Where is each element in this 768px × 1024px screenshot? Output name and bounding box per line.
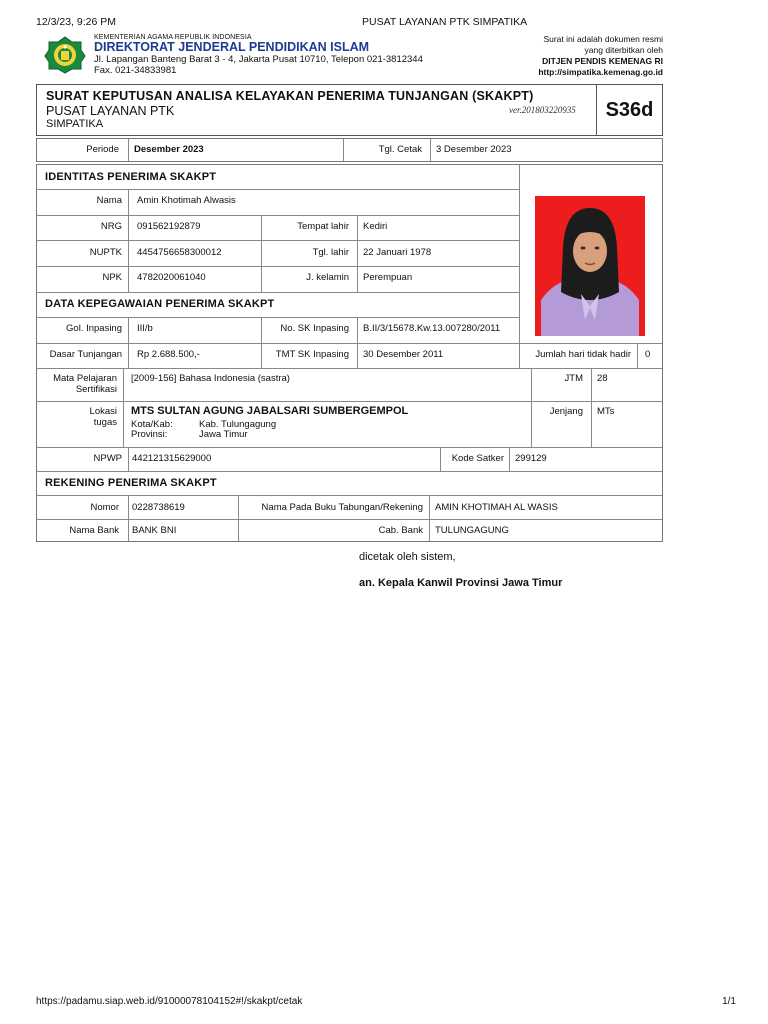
npk-value: 4782020061040 xyxy=(137,272,206,283)
kode-satker-label: Kode Satker xyxy=(451,453,504,464)
tgl-lahir-label: Tgl. lahir xyxy=(312,247,349,258)
jumlah-hari-value: 0 xyxy=(645,349,651,360)
printed-by-system: dicetak oleh sistem, xyxy=(359,551,456,563)
tempat-lahir-label: Tempat lahir xyxy=(297,221,349,232)
jtm-value: 28 xyxy=(597,373,608,384)
document-subtitle-2: SIMPATIKA xyxy=(46,118,104,130)
fax: Fax. 021-34833981 xyxy=(94,65,177,76)
jtm-label: JTM xyxy=(564,373,583,384)
provinsi-value: Jawa Timur xyxy=(199,429,248,440)
nama-bank-value: BANK BNI xyxy=(132,525,177,536)
print-datetime: 12/3/23, 9:26 PM xyxy=(36,16,116,28)
jenjang-value: MTs xyxy=(597,406,615,417)
periode-row xyxy=(36,138,663,162)
lokasi-value: MTS SULTAN AGUNG JABALSARI SUMBERGEMPOL xyxy=(131,405,409,417)
nama-label: Nama xyxy=(96,195,122,206)
document-title: SURAT KEPUTUSAN ANALISA KELAYAKAN PENERIMA TUNJANGAN (SKAKPT) xyxy=(46,89,534,103)
address: Jl. Lapangan Banteng Barat 3 - 4, Jakarta Pusat 10710, Telepon 021-3812344 xyxy=(94,54,423,65)
document-subtitle: PUSAT LAYANAN PTK xyxy=(46,104,175,118)
npwp-label: NPWP xyxy=(93,453,122,464)
official-note-issuer: DITJEN PENDIS KEMENAG RI xyxy=(542,56,663,66)
directorate-name: DIREKTORAT JENDERAL PENDIDIKAN ISLAM xyxy=(94,40,370,54)
no-sk-inpasing-label: No. SK Inpasing xyxy=(280,323,349,334)
ministry-name: KEMENTERIAN AGAMA REPUBLIK INDONESIA xyxy=(94,34,252,41)
cabang-bank-value: TULUNGAGUNG xyxy=(435,525,509,536)
mapel-label-1: Mata Pelajaran xyxy=(53,373,117,384)
jenis-kelamin-label: J. kelamin xyxy=(306,272,349,283)
identitas-heading: IDENTITAS PENERIMA SKAKPT xyxy=(45,171,217,183)
document-code: S36d xyxy=(596,85,662,135)
kemenag-logo-icon xyxy=(44,36,86,74)
print-date-value: 3 Desember 2023 xyxy=(436,144,512,155)
letterhead xyxy=(36,34,663,78)
official-note-line1: Surat ini adalah dokumen resmi xyxy=(543,34,663,44)
jumlah-hari-label: Jumlah hari tidak hadir xyxy=(535,349,631,360)
periode-label: Periode xyxy=(86,144,119,155)
nama-buku-label: Nama Pada Buku Tabungan/Rekening xyxy=(261,502,423,513)
nomor-rekening-label: Nomor xyxy=(90,502,119,513)
tgl-lahir-value: 22 Januari 1978 xyxy=(363,247,432,258)
recipient-photo xyxy=(535,196,645,336)
kode-satker-value: 299129 xyxy=(515,453,547,464)
page-url: https://padamu.siap.web.id/91000078104152#!/skakpt/cetak xyxy=(36,996,303,1007)
official-note-line2: yang diterbitkan oleh xyxy=(584,45,663,55)
mapel-value: [2009-156] Bahasa Indonesia (sastra) xyxy=(131,373,290,384)
nama-buku-value: AMIN KHOTIMAH AL WASIS xyxy=(435,502,558,513)
kota-label: Kota/Kab: xyxy=(131,419,173,430)
page-number: 1/1 xyxy=(722,996,736,1007)
nama-bank-label: Nama Bank xyxy=(69,525,119,536)
nuptk-label: NUPTK xyxy=(89,247,122,258)
nuptk-value: 4454756658300012 xyxy=(137,247,222,258)
periode-value: Desember 2023 xyxy=(134,144,204,155)
nrg-label: NRG xyxy=(100,221,122,232)
document-title-box xyxy=(36,84,663,136)
cabang-bank-label: Cab. Bank xyxy=(378,525,423,536)
tmt-sk-label: TMT SK Inpasing xyxy=(275,349,349,360)
gol-inpasing-label: Gol. Inpasing xyxy=(66,323,122,334)
mapel-label-2: Sertifikasi xyxy=(75,384,117,395)
dasar-tunjangan-value: Rp 2.688.500,- xyxy=(137,349,200,360)
kepegawaian-heading: DATA KEPEGAWAIAN PENERIMA SKAKPT xyxy=(45,298,275,310)
kota-value: Kab. Tulungagung xyxy=(199,419,277,430)
official-note-url: http://simpatika.kemenag.go.id xyxy=(538,67,663,77)
nrg-value: 091562192879 xyxy=(137,221,201,232)
person-photo-icon xyxy=(535,196,645,336)
nomor-rekening-value: 0228738619 xyxy=(132,502,185,513)
official-note xyxy=(538,34,663,78)
document-version: ver.201803220935 xyxy=(509,105,576,115)
dasar-tunjangan-label: Dasar Tunjangan xyxy=(49,349,122,360)
npk-label: NPK xyxy=(102,272,122,283)
tempat-lahir-value: Kediri xyxy=(363,221,388,232)
jenjang-label: Jenjang xyxy=(549,406,583,417)
provinsi-label: Provinsi: xyxy=(131,429,168,440)
no-sk-inpasing-value: B.II/3/15678.Kw.13.007280/2011 xyxy=(363,323,501,334)
print-title: PUSAT LAYANAN PTK SIMPATIKA xyxy=(362,16,528,28)
signatory: an. Kepala Kanwil Provinsi Jawa Timur xyxy=(359,577,563,589)
lokasi-label-2: tugas xyxy=(93,417,117,428)
lokasi-label-1: Lokasi xyxy=(89,406,117,417)
rekening-heading: REKENING PENERIMA SKAKPT xyxy=(45,477,217,489)
nama-value: Amin Khotimah Alwasis xyxy=(137,195,236,206)
tmt-sk-value: 30 Desember 2011 xyxy=(363,349,444,360)
print-date-label: Tgl. Cetak xyxy=(378,144,422,155)
npwp-value: 442121315629000 xyxy=(132,453,212,464)
gol-inpasing-value: III/b xyxy=(137,323,153,334)
jenis-kelamin-value: Perempuan xyxy=(363,272,413,283)
